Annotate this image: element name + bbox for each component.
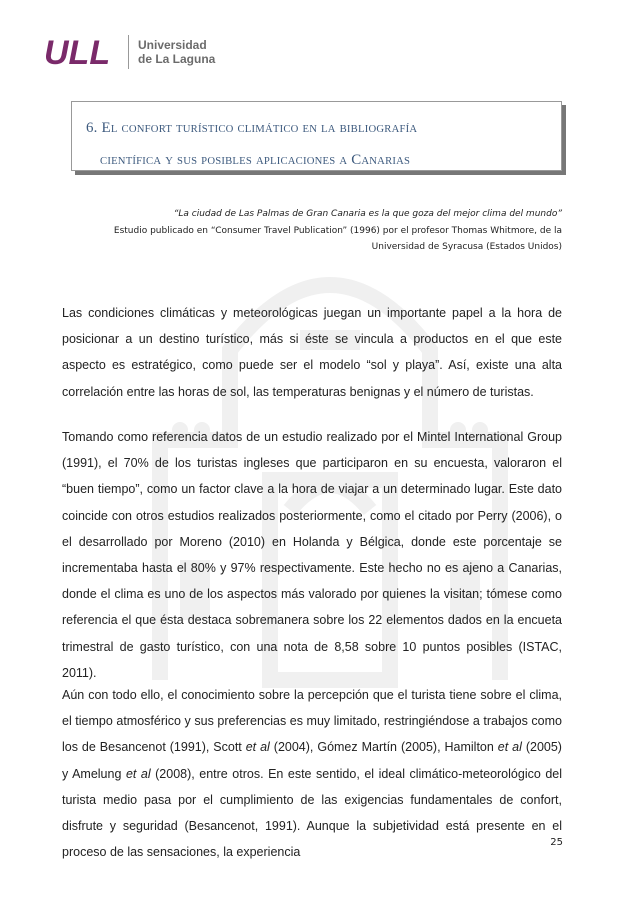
logo-line-1: Universidad	[138, 38, 207, 52]
university-logo	[44, 32, 215, 72]
paragraph-3-text-e: (2005) y Amelung	[62, 740, 562, 781]
svg-text:ULL: ULL	[44, 34, 111, 71]
epigraph-quote: “La ciudad de Las Palmas de Gran Canaria es la que goza del mejor clima del mundo”	[173, 209, 562, 219]
logo-divider	[128, 35, 129, 69]
section-title-text-2: CIENTÍFICA Y SUS POSIBLES APLICACIONES A CANARIAS	[100, 152, 411, 168]
paragraph-3-text-g: (2008), entre otros. En este sentido, el ideal climático-meteorológico del turista medio pasa por el cumplimiento de las exigencias fundamentales de confort, disfrute y seguridad (Besancenot, 1991). Aunque la subjetividad está presente en el proceso de las sensaciones, la experiencia	[62, 766, 562, 860]
paragraph-3	[62, 682, 562, 865]
section-title-box	[71, 101, 562, 171]
et-al-2: et al	[497, 740, 522, 755]
section-title-line-2	[86, 145, 561, 177]
logo-line-2: de La Laguna	[138, 52, 216, 66]
ull-logo-mark	[44, 33, 120, 71]
page-number: 25	[550, 837, 563, 848]
et-al-1: et al	[245, 740, 270, 755]
et-al-3: et al	[125, 766, 151, 781]
paragraph-1: Las condiciones climáticas y meteorológicas juegan un importante papel a la hora de posicionar a un destino turístico, más si éste se vincula a productos en el que este aspecto es estratégico, como puede ser el modelo “sol y playa”. Así, existe una alta correlación entre las horas de sol, las temperaturas benignas y el número de turistas.	[62, 306, 562, 399]
paragraph-3-text-c: (2004), Gómez Martín (2005), Hamilton	[269, 740, 498, 755]
section-title-line-1	[86, 113, 561, 145]
paragraph-3-text-a: Aún con todo ello, el conocimiento sobre la percepción que el turista tiene sobre el clima, el tiempo atmosférico y sus preferencias es muy limitado, restringiéndose a trabajos como los de Besancenot (1991), Scott	[62, 688, 562, 755]
paragraph-2: Tomando como referencia datos de un estudio realizado por el Mintel International Group (1991), el 70% de los turistas ingleses que participaron en su encuesta, valoraron el “buen tiempo”, como un factor clave a la hora de viajar a un determinado lugar. Este dato coincide con otros estudios realizados posteriormente, como el citado por Perry (2006), o el desarrollado por Moreno (2010) en Holanda y Bélgica, donde este porcentaje se incrementaba hasta el 80% y 97% respectivamente. Este hecho no es ajeno a Canarias, donde el clima es uno de los aspectos más valorado por quienes la visitan; tómese como referencia el que ésta destaca sobremanera sobre los 22 elementos dados en la encueta trimestral de gasto turístico, con una nota de 8,58 sobre 10 puntos posibles (ISTAC, 2011).	[62, 430, 562, 680]
epigraph-source-line-2: Universidad de Syracusa (Estados Unidos)	[371, 242, 562, 252]
epigraph-source-line-1: Estudio publicado en “Consumer Travel Publication” (1996) por el profesor Thomas Whitmore, de la	[113, 225, 562, 236]
epigraph	[62, 206, 562, 256]
section-title-text-1: 6. EL CONFORT TURÍSTICO CLIMÁTICO EN LA BIBLIOGRAFÍA	[86, 120, 418, 136]
logo-text	[138, 38, 215, 66]
